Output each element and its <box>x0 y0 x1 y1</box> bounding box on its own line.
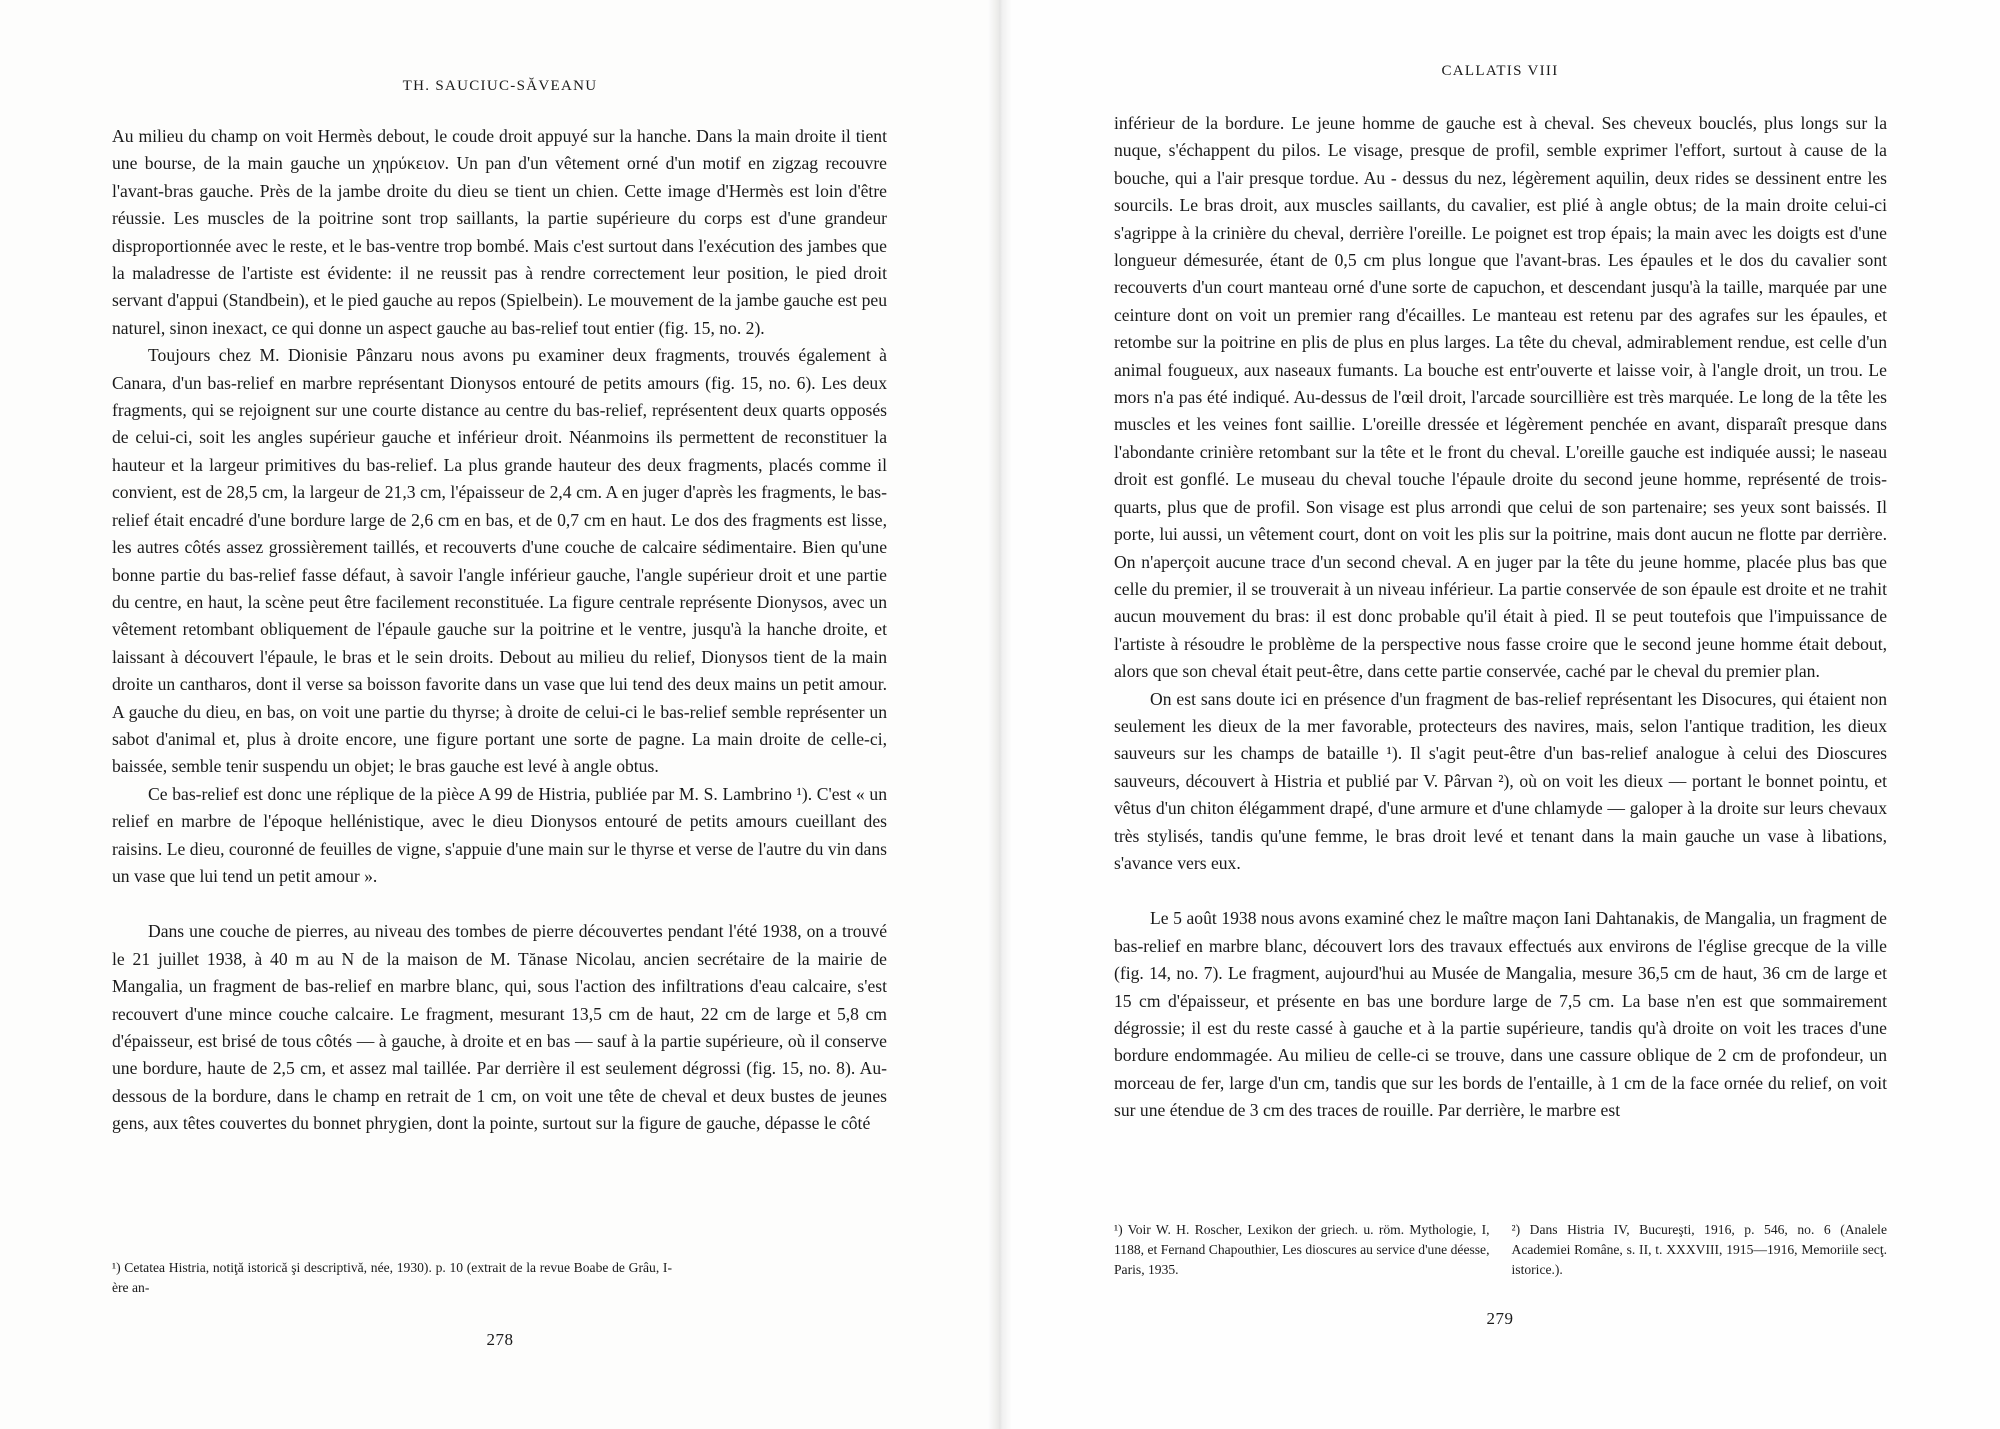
footnotes-right <box>1114 1220 1887 1280</box>
left-text-block <box>112 123 887 1138</box>
right-page <box>1000 0 2000 1429</box>
footnote: ²) Dans Histria IV, Bucureşti, 1916, p. 546, no. 6 (Analele Academiei Române, s. II, t. XXXVIII, 1915—1916, Memoriile secţ. istorice.). <box>1511 1222 1887 1277</box>
footnote: ¹) Cetatea Histria, notiţă istorică şi descriptivă, née, 1930). p. 10 (extrait de la revue Boabe de Grâu, I-ère an- <box>112 1260 672 1295</box>
paragraph: On est sans doute ici en présence d'un fragment de bas-relief représentant les Disocures, qui étaient non seulement les dieux de la mer favorable, protecteurs des navires, mais, selon l'antique tradition, les dieux sauveurs sur les champs de bataille ¹). Il s'agit peut-être d'un bas-relief analogue à celui des Dioscures sauveurs, découvert à Histria et publié par V. Pârvan ²), où on voit les dieux — portant le bonnet pointu, et vêtus d'un chiton élégamment drapé, d'une armure et d'une chlamyde — galoper à la droite sur leurs chevaux très stylisés, tandis qu'une femme, le bras droit levé et tenant dans la main gauche un vase à libations, s'avance vers eux. <box>1114 688 1887 873</box>
running-head-right: CALLATIS VIII <box>1441 63 1559 79</box>
paragraph: Toujours chez M. Dionisie Pânzaru nous avons pu examiner deux fragments, trouvés également à Canara, d'un bas-relief en marbre représentant Dionysos entouré de petits amours (fig. 15, no. 6). Les deux fragments, qui se rejoignent sur une courte distance au centre du bas-relief, représentent deux quarts opposés de celui-ci, soit les angles supérieur gauche et inférieur droit. Néanmoins ils permettent de reconstituer la hauteur et la largeur primitives du bas-relief. La plus grande hauteur des deux fragments, placés comme il convient, est de 28,5 cm, la largeur de 21,3 cm, l'épaisseur de 2,4 cm. A en juger d'après les fragments, le bas-relief était encadré d'une bordure large de 2,6 cm en bas, et de 0,7 cm en haut. Le dos des fragments est lisse, les autres côtés assez grossièrement taillés, et recouverts d'une couche de calcaire sédimentaire. Bien qu'une bonne partie du bas-relief fasse défaut, à savoir l'angle inférieur gauche, l'angle supérieur droit et une partie du centre, en haut, la scène peut être facilement reconstituée. La figure centrale représente Dionysos, avec un vêtement retombant obliquement de l'épaule gauche sur la poitrine et le ventre, jusqu'à la hanche droite, et laissant à découvert l'épaule, le bras et le sein droits. Debout au milieu du relief, Dionysos tient de la main droite un cantharos, dont il verse sa boisson favorite dans un vase que lui tend des deux mains un petit amour. A gauche du dieu, en bas, on voit une partie du thyrse; à droite de celui-ci le bas-relief semble représenter un sabot d'animal et, plus à droite encore, une figure portant une sorte de pagne. La main droite de celle-ci, baissée, semble tenir suspendu un objet; le bras gauche est levé à angle obtus. <box>112 345 887 777</box>
page-number-left: 278 <box>486 1330 514 1349</box>
right-text-block <box>1114 110 1887 1125</box>
footnote: ¹) Voir W. H. Roscher, Lexikon der griech. u. röm. Mythologie, I, 1188, et Fernand Chapouthier, Les dioscures au service d'une déesse, Paris, 1935. <box>1114 1222 1490 1277</box>
book-gutter-shadow <box>988 0 1012 1429</box>
paragraph: Au milieu du champ on voit Hermès debout, le coude droit appuyé sur la hanche. Dans la main droite il tient une bourse, de la main gauche un χηρύκειον. Un pan d'un vêtement orné d'un motif en zigzag recouvre l'avant-bras gauche. Près de la jambe droite du dieu se tient un chien. Cette image d'Hermès est loin d'être réussie. Les muscles de la poitrine sont trop saillants, la partie supérieure du corps est d'une grandeur disproportionnée avec le reste, et le bas-ventre trop bombé. Mais c'est surtout dans l'exécution des jambes que la maladresse de l'artiste est évidente: il ne reussit pas à rendre correctement leur position, le pied droit servant d'appui (Standbein), et le pied gauche au repos (Spielbein). Le mouvement de la jambe gauche est peu naturel, sinon inexact, ce qui donne un aspect gauche au bas-relief tout entier (fig. 15, no. 2). <box>112 126 887 338</box>
paragraph: inférieur de la bordure. Le jeune homme de gauche est à cheval. Ses cheveux bouclés, plus longs sur la nuque, s'échappent du pilos. Le visage, presque de profil, semble exprimer l'effort, surtout à cause de la bouche, qui a l'air presque tordue. Au - dessus du nez, légèrement aquilin, deux rides se dessinent entre les sourcils. Le bras droit, aux muscles saillants, du cavalier, est plié à angle obtus; de la main droite celui-ci s'agrippe à la crinière du cheval, derrière l'oreille. Le poignet est trop épais; la main avec les doigts est d'une longueur démesurée, étant de 0,5 cm plus longue que l'avant-bras. Les épaules et le dos du cavalier sont recouverts d'un court manteau orné d'une sorte de capuchon, et descendant jusqu'à la taille, marquée par une ceinture dont on voit un premier rang d'écailles. Le manteau est retenu par des agrafes sur les épaules, et retombe sur la poitrine en plis de plus en plus larges. La tête du cheval, admirablement rendue, est celle d'un animal fougueux, aux naseaux fumants. La bouche est entr'ouverte et laisse voir, à l'angle droit, un trou. Le mors n'a pas été indiqué. Au-dessus de l'œil droit, l'arcade sourcillière est très marquée. Le long de la tête les muscles et les veines font saillie. L'oreille dressée et légèrement penchée en avant, disparaît presque dans l'abondante crinière retombant sur la tête et le front du cheval. L'oreille gauche est indiquée aussi; le naseau droit est gonflé. Le museau du cheval touche l'épaule droite du second jeune homme, représenté de trois- quarts, plus que de profil. Son visage est plus arrondi que celui de son partenaire; ses yeux sont baissés. Il porte, lui aussi, un vêtement court, dont on voit les plis sur la poitrine, mais dont aucun ne flotte par derrière. On n'aperçoit aucune trace d'un second cheval. A en juger par la tête du jeune homme, placée plus bas que celle du premier, il se trouverait à un niveau inférieur. La partie conservée de son épaule est droite et ne trahit aucun mouvement du bras: il est donc probable qu'il était à pied. Il se peut toutefois que l'impuissance de l'artiste à résoudre le problème de la perspective nous fasse croire que le second jeune homme était debout, alors que son cheval était peut-être, dans cette partie conservée, caché par le cheval du premier plan. <box>1114 113 1887 682</box>
paragraph: Ce bas-relief est donc une réplique de la pièce A 99 de Histria, publiée par M. S. Lambrino ¹). C'est « un relief en marbre de l'époque hellénistique, avec le dieu Dionysos entouré de petits amours cueillant des raisins. Le dieu, couronné de feuilles de vigne, s'appuie d'une main sur le thyrse et verse de l'autre du vin dans un vase que lui tend un petit amour ». <box>112 783 887 886</box>
running-head-left: TH. SAUCIUC-SĂVEANU <box>402 78 598 94</box>
paragraph: Le 5 août 1938 nous avons examiné chez le maître maçon Iani Dahtanakis, de Mangalia, un fragment de bas-relief en marbre blanc, découvert lors des travaux effectués aux environs de l'église grecque de la ville (fig. 14, no. 7). Le fragment, aujourd'hui au Musée de Mangalia, mesure 36,5 cm de haut, 36 cm de large et 15 cm d'épaisseur, et présente en bas une bordure large de 7,5 cm. La base n'en est que sommairement dégrossie; il est du reste cassé à gauche et à la partie supérieure, tandis qu'à droite on voit les traces d'une bordure endommagée. Au milieu de celle-ci se trouve, dans une cassure oblique de 2 cm de profondeur, un morceau de fer, large d'un cm, tandis que sur les bords de l'entaille, à 1 cm de la face ornée du relief, on voit sur une étendue de 3 cm des traces de rouille. Par derrière, le marbre est <box>1114 908 1887 1121</box>
footnotes-left <box>112 1258 672 1298</box>
page-number-right: 279 <box>1486 1309 1514 1328</box>
paragraph: Dans une couche de pierres, au niveau des tombes de pierre découvertes pendant l'été 1938, on a trouvé le 21 juillet 1938, à 40 m au N de la maison de M. Tănase Nicolau, ancien secrétaire de la mairie de Mangalia, un fragment de bas-relief en marbre blanc, qui, sous l'action des infiltrations d'eau calcaire, s'est recouvert d'une mince couche calcaire. Le fragment, mesurant 13,5 cm de haut, 22 cm de large et 5,8 cm d'épaisseur, est brisé de tous côtés — à gauche, à droite et en bas — sauf à la partie supérieure, où il conserve une bordure, haute de 2,5 cm, et assez mal taillée. Par derrière il est seulement dégrossi (fig. 15, no. 8). Au-dessous de la bordure, dans le champ en retrait de 1 cm, on voit une tête de cheval et deux bustes de jeunes gens, aux têtes couvertes du bonnet phrygien, dont la pointe, surtout sur la figure de gauche, dépasse le côté <box>112 921 887 1134</box>
